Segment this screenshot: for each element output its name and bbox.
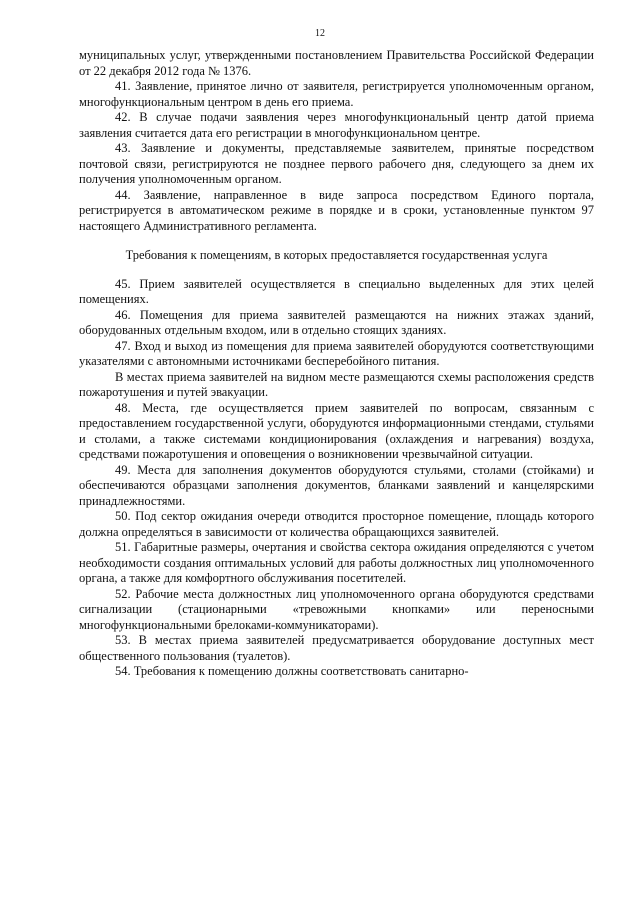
paragraph-continuation: муниципальных услуг, утвержденными постановлением Правительства Российской Федерации от 22 декабря 2012 года № 1376. bbox=[79, 48, 594, 78]
paragraph-42: 42. В случае подачи заявления через многофункциональный центр датой приема заявления считается дата его регистрации в многофункциональном центре. bbox=[79, 110, 594, 140]
paragraph-48: 48. Места, где осуществляется прием заявителей по вопросам, связанным с предоставлением государственной услуги, оборудуются информационными стендами, стульями и столами, а также системами кондиционирования (охлаждения и нагревания) воздуха, средствами пожаротушения и оповещения о возникновении чрезвычайной ситуации. bbox=[79, 400, 594, 461]
section-heading: Требования к помещениям, в которых предоставляется государственная услуга bbox=[125, 248, 548, 262]
paragraph-53: 53. В местах приема заявителей предусматривается оборудование доступных мест общественного пользования (туалетов). bbox=[79, 633, 594, 663]
paragraph-54: 54. Требования к помещению должны соответствовать санитарно- bbox=[115, 664, 469, 678]
paragraph-41: 41. Заявление, принятое лично от заявителя, регистрируется уполномоченным органом, многофункциональным центром в день его приема. bbox=[79, 79, 594, 109]
paragraph-47-continued: В местах приема заявителей на видном месте размещаются схемы расположения средств пожаротушения и путей эвакуации. bbox=[79, 369, 594, 399]
paragraph-44: 44. Заявление, направленное в виде запроса посредством Единого портала, регистрируется в автоматическом режиме в порядке и в сроки, установленные пунктом 97 настоящего Административного регламента. bbox=[79, 187, 594, 233]
paragraph-46: 46. Помещения для приема заявителей размещаются на нижних этажах зданий, оборудованных отдельным входом, или в отдельно стоящих зданиях. bbox=[79, 307, 594, 337]
paragraph-51: 51. Габаритные размеры, очертания и свойства сектора ожидания определяются с учетом необходимости создания оптимальных условий для работы должностных лиц уполномоченного органа, а также для комфортного обслуживания посетителей. bbox=[79, 540, 594, 585]
paragraph-50: 50. Под сектор ожидания очереди отводится просторное помещение, площадь которого должна определяться в зависимости от количества обращающихся заявителей. bbox=[79, 509, 594, 539]
paragraph-47: 47. Вход и выход из помещения для приема заявителей оборудуются соответствующими указателями с автономными источниками бесперебойного питания. bbox=[79, 338, 594, 368]
document-body bbox=[79, 48, 594, 680]
paragraph-45: 45. Прием заявителей осуществляется в специально выделенных для этих целей помещениях. bbox=[79, 276, 594, 306]
paragraph-43: 43. Заявление и документы, представляемые заявителем, принятые посредством почтовой связи, регистрируются не позднее первого рабочего дня, следующего за днем их получения уполномоченным органом. bbox=[79, 141, 594, 186]
paragraph-49: 49. Места для заполнения документов оборудуются стульями, столами (стойками) и обеспечиваются образцами заполнения документов, бланками заявлений и канцелярскими принадлежностями. bbox=[79, 462, 594, 508]
page-number: 12 bbox=[315, 28, 325, 39]
paragraph-52: 52. Рабочие места должностных лиц уполномоченного органа оборудуются средствами сигнализации (стационарными «тревожными кнопками» или переносными многофункциональными брелоками-коммуникаторами). bbox=[79, 586, 594, 632]
